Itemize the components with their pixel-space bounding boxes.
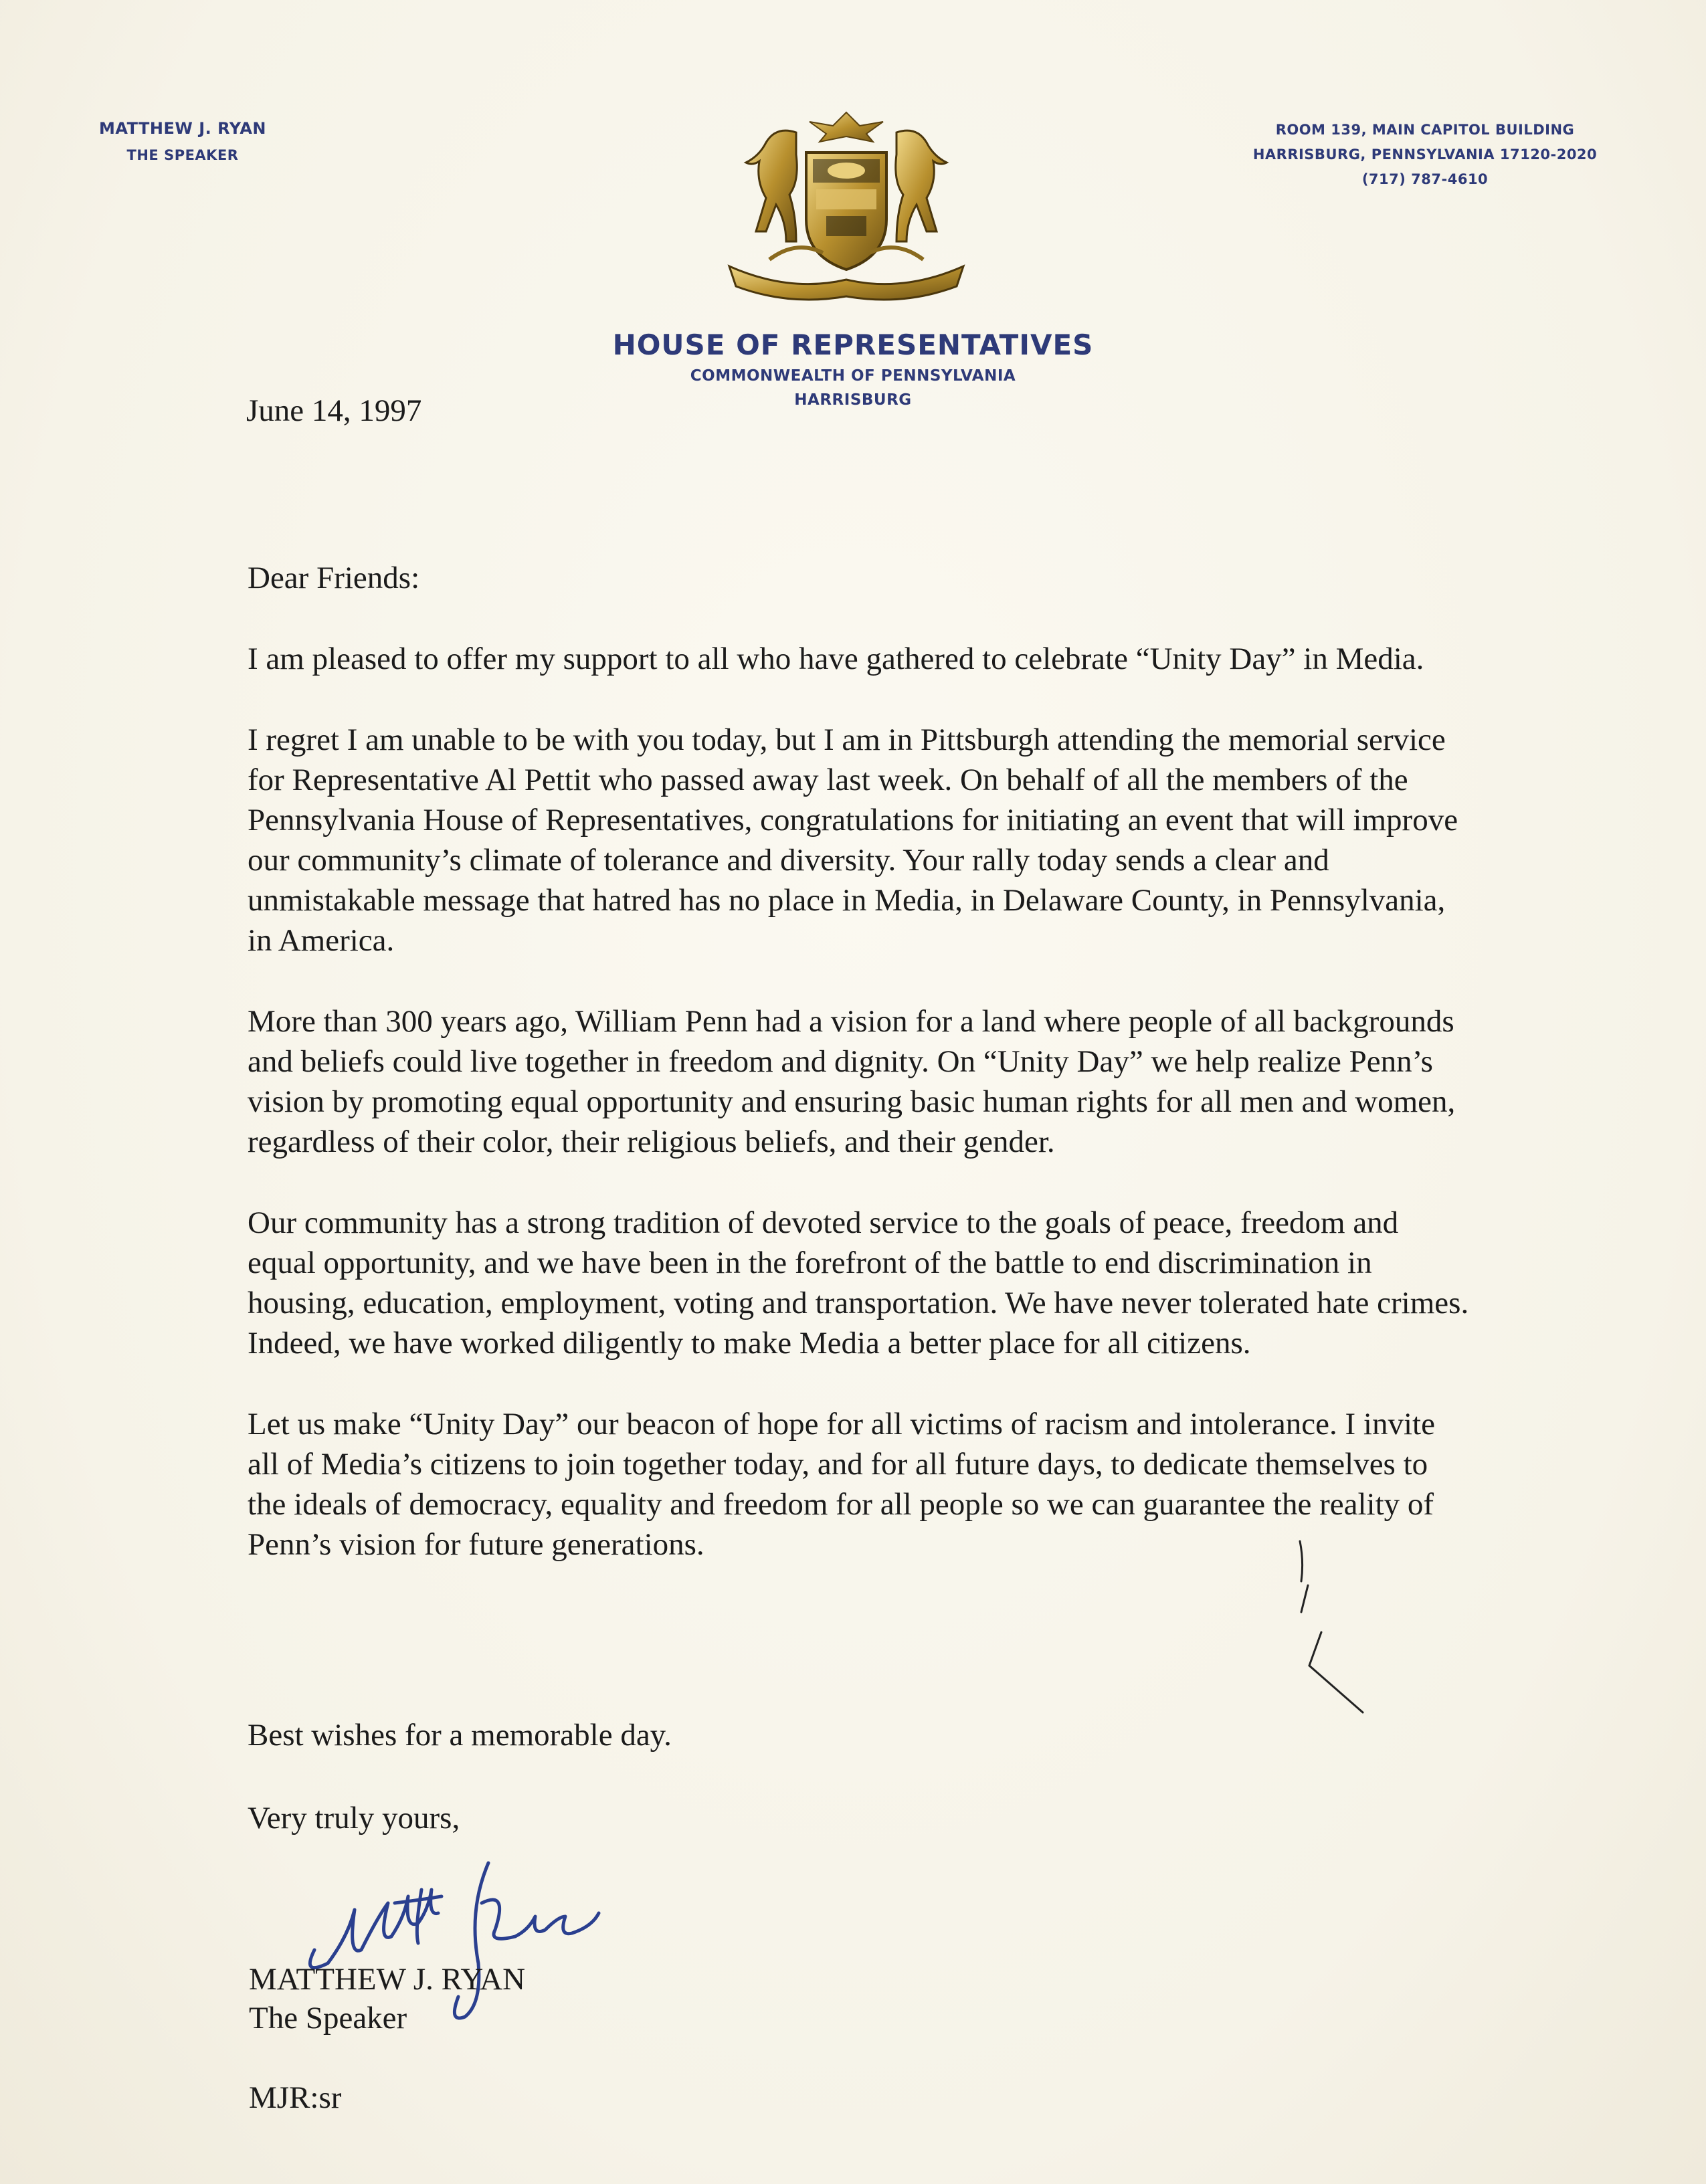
- paragraph: Our community has a strong tradition of devoted service to the goals of peace, freedom and equal opportunity, and we have been in the forefront of the battle to end discrimination in housing, education, employment, voting and transportation. We have never tolerated hate crimes. Indeed, we have worked diligently to make Media a better place for all citizens.: [248, 1205, 1469, 1361]
- signature-block: [249, 1960, 525, 2038]
- letterhead-left: [99, 115, 266, 169]
- paragraph: I am pleased to offer my support to all who have gathered to celebrate “Unity Day” in Media.: [248, 641, 1424, 676]
- typist-initials: MJR:sr: [249, 2080, 342, 2115]
- paragraph: Let us make “Unity Day” our beacon of hope for all victims of racism and intolerance. I invite all of Media’s citizens to join together today, and for all future days, to dedicate themselves to the ideals of democracy, equality and freedom for all people so we can guarantee the reality of Penn’s vision for future generations.: [248, 1407, 1435, 1562]
- letterhead-center: [515, 326, 1191, 412]
- letter-body: [248, 558, 1472, 1605]
- signer-title: The Speaker: [249, 2001, 407, 2036]
- letterhead-right: [1238, 118, 1612, 192]
- handwritten-caret-mark: [1295, 1538, 1382, 1719]
- closing-wish: Best wishes for a memorable day.: [248, 1718, 672, 1753]
- office-phone: (717) 787-4610: [1361, 171, 1489, 187]
- letter-date: June 14, 1997: [246, 393, 422, 428]
- house-title: HOUSE OF REPRESENTATIVES: [612, 328, 1094, 361]
- paragraph: I regret I am unable to be with you today, but I am in Pittsburgh attending the memorial service for Representative Al Pettit who passed away last week. On behalf of all the members of the Pennsylvania House of Representatives, congratulations for initiating an event that will improve our community’s climate of tolerance and diversity. Your rally today sends a clear and unmistakable message that hatred has no place in Media, in Delaware County, in Pennsylvania, in America.: [248, 722, 1458, 958]
- signer-name: MATTHEW J. RYAN: [249, 1962, 526, 1997]
- city-line: HARRISBURG: [794, 391, 912, 409]
- paragraph: More than 300 years ago, William Penn had a vision for a land where people of all backgrounds and beliefs could live together in freedom and dignity. On “Unity Day” we help realize Penn’s vision by promoting equal opportunity and ensuring basic human rights for all men and women, regardless of their color, their religious beliefs, and their gender.: [248, 1004, 1456, 1159]
- commonwealth-line: COMMONWEALTH OF PENNSYLVANIA: [690, 367, 1016, 385]
- pennsylvania-coat-of-arms-icon: [689, 106, 1004, 306]
- office-address-line2: HARRISBURG, PENNSYLVANIA 17120-2020: [1252, 146, 1598, 163]
- valediction: Very truly yours,: [248, 1801, 460, 1835]
- salutation: Dear Friends:: [248, 561, 420, 595]
- office-address-line1: ROOM 139, MAIN CAPITOL BUILDING: [1275, 122, 1575, 138]
- speaker-name: MATTHEW J. RYAN: [99, 119, 267, 138]
- speaker-title: THE SPEAKER: [126, 147, 239, 163]
